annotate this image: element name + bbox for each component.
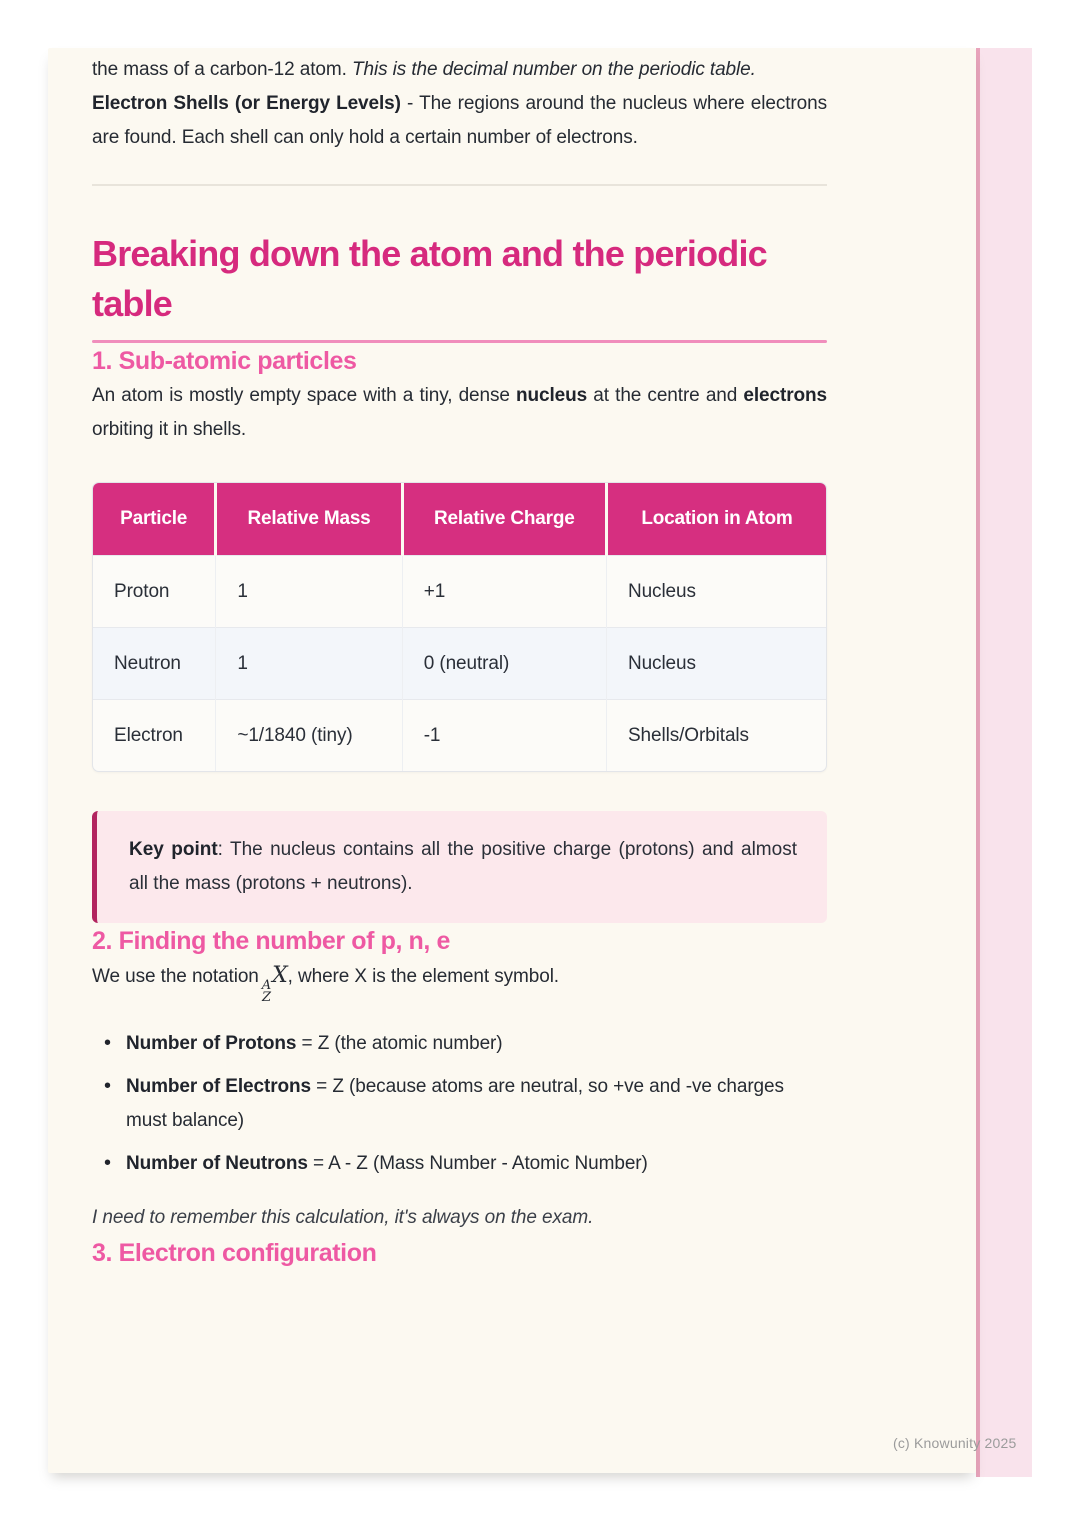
bullet-term: Number of Electrons <box>126 1076 311 1097</box>
cell-mass: 1 <box>216 556 402 628</box>
cell-location: Nucleus <box>606 628 826 700</box>
cell-location: Nucleus <box>606 556 826 628</box>
cell-mass: 1 <box>216 628 402 700</box>
column-header-relative-charge: Relative Charge <box>402 483 606 556</box>
cell-particle: Neutron <box>93 628 216 700</box>
copyright-watermark: (c) Knowunity 2025 <box>893 1435 1017 1451</box>
document-page <box>48 48 976 1473</box>
cell-charge: +1 <box>402 556 606 628</box>
cell-mass: ~1/1840 (tiny) <box>216 700 402 772</box>
bullet-term: Number of Neutrons <box>126 1153 308 1174</box>
list-item <box>92 1027 827 1061</box>
s1-text-2: at the centre and <box>587 385 744 406</box>
cell-particle: Proton <box>93 556 216 628</box>
particles-table <box>92 482 827 772</box>
section1-heading: 1. Sub-atomic particles <box>92 347 357 375</box>
next-page-edge-strip <box>976 48 1032 1477</box>
s1-text-3: orbiting it in shells. <box>92 419 247 440</box>
bullet-icon: • <box>104 1152 111 1174</box>
bullet-icon: • <box>104 1032 111 1054</box>
column-header-relative-mass: Relative Mass <box>216 483 402 556</box>
table-row <box>93 700 826 772</box>
key-point-callout <box>92 811 827 923</box>
bullet-text: = Z (the atomic number) <box>296 1033 503 1054</box>
cell-particle: Electron <box>93 700 216 772</box>
isotope-notation <box>262 979 271 1003</box>
key-point-body: : The nucleus contains all the positive charge (protons) and almost all the mass (protons + neutrons). <box>129 839 797 894</box>
bullet-text: = Z (because atoms are neutral, so +ve and -ve charges must balance) <box>126 1076 784 1131</box>
s1-text-1: An atom is mostly empty space with a tiny, dense <box>92 385 517 406</box>
page-content <box>92 48 827 1271</box>
column-header-particle: Particle <box>93 483 216 556</box>
atomic-number-Z: Z <box>261 990 271 1005</box>
bullet-text: = A - Z (Mass Number - Atomic Number) <box>307 1153 648 1174</box>
notation-paragraph <box>92 959 827 1003</box>
bullet-icon: • <box>104 1075 111 1097</box>
notation-text-after: , where X is the element symbol. <box>287 966 559 987</box>
personal-note: I need to remember this calculation, it's always on the exam. <box>92 1207 594 1228</box>
section1-paragraph <box>92 379 827 447</box>
intro-italic-text: This is the decimal number on the periodic table. <box>351 59 756 80</box>
key-point-text <box>129 833 797 901</box>
element-symbol-X: X <box>272 963 288 988</box>
notation-text-before: We use the notation <box>92 966 259 987</box>
section-divider <box>92 184 827 186</box>
main-heading: Breaking down the atom and the periodic table <box>92 233 767 324</box>
intro-paragraph <box>92 53 827 87</box>
bullet-term: Number of Protons <box>126 1033 297 1054</box>
cell-location: Shells/Orbitals <box>606 700 826 772</box>
definition-term: Electron Shells (or Energy Levels) <box>92 93 401 114</box>
s1-bold-electrons: electrons <box>743 385 827 406</box>
table-row <box>93 556 826 628</box>
key-point-label: Key point <box>129 839 218 860</box>
table-header-row <box>93 483 826 556</box>
mass-number-A: A <box>261 978 272 993</box>
list-item <box>92 1147 827 1181</box>
section2-heading: 2. Finding the number of p, n, e <box>92 927 451 955</box>
section3-heading: 3. Electron configuration <box>92 1239 377 1267</box>
definition-paragraph <box>92 87 827 155</box>
cell-charge: 0 (neutral) <box>402 628 606 700</box>
cell-charge: -1 <box>402 700 606 772</box>
table-row <box>93 628 826 700</box>
list-item <box>92 1070 827 1138</box>
pne-bullet-list <box>92 1027 827 1181</box>
column-header-location: Location in Atom <box>606 483 826 556</box>
definition-text: - The regions around the nucleus where electrons are found. Each shell can only hold a certain number of electrons. <box>92 93 827 148</box>
intro-text: the mass of a carbon-12 atom. <box>92 59 352 80</box>
s1-bold-nucleus: nucleus <box>516 385 588 406</box>
